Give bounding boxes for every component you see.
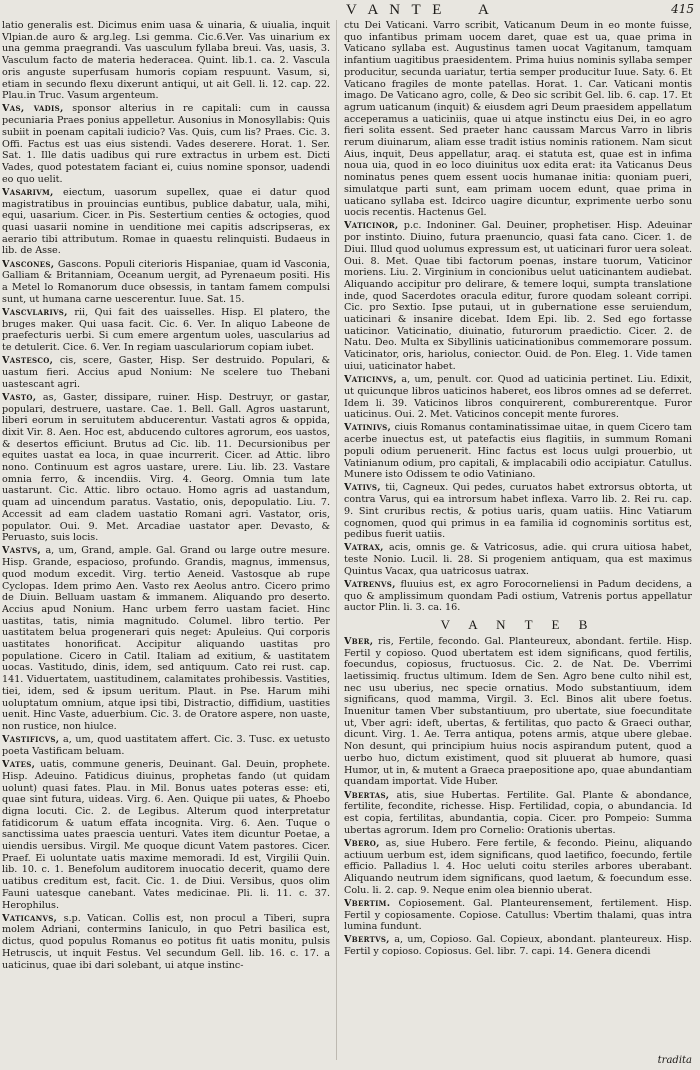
entry-text: as, siue Hubero. Fere fertile, & fecondo. Pieinu, aliquando actiuum uerbum est, idem significans, quod laetifico, foecundo, fertile efficio. Palladius l. 4. Hoc ueluti coitu steriles arbores uberabant. Aliquando neutrum idem significans, quod laetum, & foecundum esse. Colu. li. 2. cap. 9. Neque enim olea biennio uberat.: [344, 837, 692, 896]
dictionary-entry: [2, 103, 330, 185]
dictionary-entry: [344, 838, 692, 897]
header-right-word: A: [478, 2, 493, 18]
entry-headword: Vasto,: [2, 391, 37, 403]
entry-headword: Vastesco,: [2, 355, 54, 367]
entry-headword: Vas, vadis,: [2, 103, 64, 115]
entry-headword: Vaticinor,: [344, 220, 399, 232]
entry-headword: Vatrax,: [344, 542, 384, 554]
entry-text: a, um, penult. cor. Quod ad uaticinia pertinet. Liu. Edixit, ut quicunque libros uaticinos haberet, eos libros omnes ad se deferret. Idem li. 39. Vaticinos libros conquirerent, comburerentque. Furor uaticinus. Oui. 2. Met. Vaticinos concepit mente furores.: [344, 374, 692, 421]
entry-text: p.c. Indoniner. Gal. Deuiner, prophetiser. Hisp. Adeuinar por instinto. Diuino, futura praenuncio, quasi fata cano. Cicer. 1. de Diui. Illud quod uolumus expressum est, ut uaticinari furor uera soleat. Oui. 8. Met. Quae tibi factorum poenas, instare tuorum, Vaticinor moriens. Liu. 2. Virginium in concionibus uelut uaticinantem audiebat. Aliquando accipitur pro delirare, & temere loqui, sumpta translatione inde, quod Sacerdotes oracula editur, furore quodam soleant corripi. Cic. pro Sextio. Ipse putaui, ut in gubernatione esse seruiendum, uaticinari & insanire dicebat. Idem Epi. lib. 2. Sed ego fortasse uaticinor. Vaticinatio, diuinatio, futurorum praedictio. Cicer. 2. de Natu. Deo. Multa ex Sibyllinis uaticinationibus commemorare possum. Vaticinator, oris, hariolus, coniector. Ouid. de Pon. Eleg. 1. Vide tamen uiui, uaticinator habet.: [344, 220, 692, 372]
entry-text: ctu Dei Vaticani. Varro scribit, Vaticanum Deum in eo monte fuisse, quo infantibus primam uocem daret, quae est ua, quae prima in Vaticano syllaba est. Augustinus tamen uocat Vagitanum, tamquam infantium uagitibus praesidentem. Prima huius nominis syllaba semper producitur, secunda uariatur, tertia semper producitur Iuue. Saty. 6. Et Vaticano fragiles de monte patellas. Horat. 1. Car. Vaticani montis imago. De Vaticano agro, colle, & Deo sic scribit Gel. lib. 6. cap. 17. Et agrum uaticanum (inquit) & eiusdem agri Deum praesidem appellatum acceperamus a uaticiniis, quae ui atque instinctu eius Dei, in eo agro fieri solita essent. Sed praeter hanc caussam Marcus Varro in libris rerum diuinarum, aliam esse tradit istius nominis rationem. Nam sicut Aius, inquit, Deus appellatur, araq. ei statuta est, quae est in infima noua uia, quod in eo loco diuinitus uox edita erat: ita Vaticanus Deus nominatus penes quem essent uocis humanae initia: quoniam pueri, simulatque parti sunt, eam primam uocem edunt, quae prima in uaticano syllaba est. Idcirco uagire dicuntur, exprimente uerbo sonu uocis recentis. Hactenus Gel.: [344, 20, 692, 219]
entry-text: ris, Fertile, fecondo. Gal. Planteureux, abondant. fertile. Hisp. Fertil y copioso. Quod ubertatem est idem significans, quod fertilis, foecundus, copiosus, fructuosus. Cic. 2. de Nat. De. Vberrimi laetissimiq. fructus ultimum. Idem de Sen. Agro bene culto nihil est, nec usu uberius, nec specie ornatius. Modo substantiuum, idem significans, quod mamma, Virgil. 3. Ecl. Binos alit ubere foetus. Inuenitur tamen Vber substantiuum, pro ubertate, siue foecunditate ut, Vber agri: ideft, ubertas, & fertilitas, quo pacto & Graeci outhar, dicunt. Virg. 1. Ae. Terra antiqua, potens armis, atque ubere glebae. Non desunt, qui principium huius nocis aspirandum putent, quod a uerbo huo, dictum existiment, quod sit pluuerat ab humore, quasi Humor, ut in, & mutent a Graeca praepositione apo, quae abundantiam quandam importat. Vide Huber.: [344, 635, 692, 788]
entry-headword: Vasarivm,: [2, 186, 54, 198]
dictionary-entry: [344, 934, 692, 957]
entry-headword: Vastvs,: [2, 545, 42, 557]
entry-headword: Vaticinvs,: [344, 374, 398, 386]
dictionary-entry: [2, 759, 330, 911]
entry-text: a, um, Copioso. Gal. Copieux, abondant. planteureux. Hisp. Fertil y copioso. Copiosus. Gel. libr. 7. capi. 14. Genera dicendi: [344, 934, 692, 958]
dictionary-entry: [344, 579, 692, 614]
dictionary-entry: [2, 259, 330, 306]
entry-text: eiectum, uasorum supellex, quae ei datur quod magistratibus in prouincias euntibus, publice dabatur, uala, mihi, equi, uasarium. Cicer. in Pis. Sestertium centies & octogies, quod quasi uasarii nomine in uenditione mei capitis adscripseras, ex aerario tibi attributum. Romae in quaestu relinquisti. Budaeus in lib. de Asse.: [2, 186, 330, 257]
dictionary-entry: [2, 392, 330, 544]
entry-text: tii, Cagneux. Qui pedes, curuatos habet extrorsus obtorta, ut contra Varus, qui ea introrsum habet inflexa. Varro lib. 2. Rei ru. cap. 9. Sint cruribus rectis, & potius uaris, quam uatiis. Hinc Vatiarum cognomen, quod qui primus in ea familia id cognominis sortitus est, pedibus fuerit uatiis.: [344, 482, 692, 541]
entry-headword: Vber,: [344, 635, 374, 647]
dictionary-entry: [344, 20, 692, 219]
dictionary-entry: [344, 790, 692, 837]
dictionary-entry: [344, 422, 692, 481]
dictionary-entry: [2, 20, 330, 102]
entry-text: Copiosement. Gal. Planteurensement, fertilement. Hisp. Fertil y copiosamente. Copiose. Catullus: Vbertim thalami, quas intra lumina fundunt.: [344, 897, 692, 933]
entry-headword: Vatrenvs,: [344, 579, 396, 591]
dictionary-entry: [344, 898, 692, 933]
dictionary-entry: [2, 734, 330, 757]
entry-text: latio generalis est. Dicimus enim uasa & uinaria, & uiualia, inquit Vlpian.de auro & arg.leg. Lsi gemma. Cic.6.Ver. Vas uinarium ex una gemma praegrandi. Vas uasculum fyllaba breui. Vas, uasis, 3. Vasculum facto de materia hederacea. Quint. lib.1. ca. 2. Vascula oris anguste superfusam humoris copiam respuunt. Vasum, si, etiam in secundo flexu dixerunt antiqui, ut ait Gell. li. 12. cap. 22. Plau.in Truc. Vasum argenteum.: [2, 20, 330, 102]
dictionary-entry: [344, 542, 692, 577]
entry-text: a, um, Grand, ample. Gal. Grand ou large outre mesure. Hisp. Grande, espacioso, profundo. Grandis, magnus, immensus, quod modum excedit. Virg. tertio Aeneid. Vastosque ab rupe Cyclopas. Idem primo Aen. Vasto rex Aeolus antro. Cicero primo de Diuin. Belluam uastam & immanem. Aliquando pro deserto. Accius apud Nonium. Hanc urbem ferro uastam faciet. Hinc uastitas, tatis, nimia magnitudo. Columel. libro tertio. Per uastitatem belua progenerari quis neget: Apuleius. Qui corporis uastitates honorificat. Accipitur aliquando uastitas pro populatione. Cicero in Catil. Italiam ad exitium, & uastitatem uocas. Vastitudo, dinis, idem, sed antiquum. Cato rei rust. cap. 141. Viduertatem, uastitudinem, calamitates prohibessis. Vastities, tiei, idem, sed & ipsum ueritum. Plaut. in Pse. Harum mihi uoluptatum omnium, atque ipsi tibi, Distractio, diffidium, uastities uenit. Hinc Vaste, aduerbium. Cic. 3. de Oratore aspere, non uaste, non rustice, non hiulce.: [2, 545, 330, 732]
column-divider: [336, 20, 337, 1060]
entry-headword: Vbertim.: [344, 897, 391, 909]
running-header: [0, 2, 700, 18]
dictionary-entry: [2, 355, 330, 390]
entry-headword: Vates,: [2, 759, 36, 771]
entry-text: fluuius est, ex agro Forocorneliensi in Padum decidens, a quo & amplissimum quondam Padi ostium, Vatrenis portus appellatur auctor Plin. li. 3. ca. 16.: [344, 579, 692, 614]
entry-text: uatis, commune generis, Deuinant. Gal. Deuin, prophete. Hisp. Adeuino. Fatidicus diuinus, prophetas fando (ut quidam uolunt) quasi fates. Plau. in Mil. Bonus uates poteras esse: eti, quae sint futura, uideas. Virg. 6. Aen. Quique pii uates, & Phoebo digna locuti. Cic. 2. de Legibus. Alterum quod interpretatur fatidicorum & uatum effata incognita. Virg. 6. Aen. Tuque o sanctissima uates praescia uenturi. Vates item dicuntur Poetae, a uiendis uersibus. Virgil. Me quoque dicunt Vatem pastores. Cicer. Praef. Ei uoluntate uatis maxime memoradi. Id est, Virgilii Quin. lib. 10. c. 1. Benefolum auditorem inuocatio decerit, quamo dere uatibus creditum est, facit. Cic. 1. de Diui. Versibus, quos olim Fauni uatesque canebant. Vates medicinae. Pli. li. 11. c. 37. Herophilus.: [2, 759, 330, 911]
dictionary-entry: [2, 545, 330, 732]
section-heading: V A N T E B: [440, 617, 596, 633]
entry-headword: Vbero,: [344, 837, 380, 849]
catchword: tradita: [657, 1055, 692, 1066]
dictionary-entry: [2, 913, 330, 972]
dictionary-entry: [344, 220, 692, 372]
entry-headword: Vaticanvs,: [2, 912, 58, 924]
entry-headword: Vastificvs,: [2, 734, 60, 746]
entry-text: ciuis Romanus contaminatissimae uitae, in quem Cicero tam acerbe inuectus est, ut patefactis eius flagitiis, in summum Romani populi odium peruenerit. Hinc factus est locus uulgi prouerbio, ut Vatinianum odium, pro capitali, & implacabili odio accipiatur. Catullus. Munere isto Odissem te odio Vatiniano.: [344, 422, 692, 481]
entry-headword: Vatinivs,: [344, 422, 392, 434]
entry-headword: Vbertas,: [344, 789, 390, 801]
entry-text: rii, Qui fait des uaisselles. Hisp. El platero, the bruges maker. Qui uasa facit. Cic. 6. Ver. In aliquo Labeone de praefecturis uerbi. Si cum emere argentum uoles, uascularius ad te detulerit. Cice. 6. Ver. In regiam uasculariorum copiam iubet.: [2, 306, 330, 353]
entry-headword: Vascvlarivs,: [2, 306, 68, 318]
page-number: 415: [671, 2, 694, 16]
entry-text: sponsor alterius in re capitali: cum in caussa pecuniaria Praes ponius appelletur. Ausonius in Monosyllabis: Quis subiit in poenam capitali iudicio? Vas. Quis, cum lis? Praes. Cic. 3. Offi. Factus est uas eius sistendi. Vades deserere. Horat. 1. Ser. Sat. 1. Ille datis uadibus qui rure extractus in urbem est. Dicti Vades, quod potestatem faciant ei, cuius nomine sponsor, uadendi eo quo uelit.: [2, 103, 330, 185]
entry-headword: Vativs,: [344, 482, 381, 494]
entry-text: s.p. Vatican. Collis est, non procul a Tiberi, supra molem Adriani, contermins Ianiculo, in quo Petri basilica est, dictus, quod populus Romanus eo potitus fit uatis monitu, pulsis Hetruscis, ut inquit Festus. Vel secundum Gell. lib. 16. c. 17. a uaticinus, quae ibi dari solebant, ui atque instinc-: [2, 912, 330, 971]
dictionary-entry: [344, 636, 692, 788]
entry-text: atis, siue Hubertas. Fertilite. Gal. Plante & abondance, fertilite, fecondite, richesse. Hisp. Fertilidad, copia, o abundancia. Id est copia, fertilitas, abundantia, copia. Cicer. pro Pompeio: Summa ubertas agrorum. Idem pro Cornelio: Orationis ubertas.: [344, 789, 692, 836]
left-column: [2, 20, 330, 1060]
entry-text: Gascons. Populi citerioris Hispaniae, quam id Vasconia, Galliam & Britanniam, Oceanum uergit, ad Pyrenaeum positi. His a Metel lo Romanorum duce obsessis, in tantam famem compulsi sunt, ut humana carne uescerentur. Iuue. Sat. 15.: [2, 258, 330, 305]
dictionary-entry: [344, 482, 692, 541]
right-column: [344, 20, 692, 1060]
entry-text: a, um, quod uastitatem affert. Cic. 3. Tusc. ex uetusto poeta Vastificam beluam.: [2, 734, 330, 757]
dictionary-entry: [344, 374, 692, 421]
entry-text: cis, scere, Gaster, Hisp. Ser destruido. Populari, & uastum fieri. Accius apud Nonium: Ne scelere tuo Thebani uastescant agri.: [2, 355, 330, 390]
dictionary-entry: [2, 187, 330, 257]
entry-text: acis, omnis ge. & Vatricosus, adie. qui crura uitiosa habet, teste Nonio. Lucil. li. 28. Si progeniem antiquam, qua est maximus Quintus Vacax, qua uatricosus uatrax.: [344, 542, 692, 577]
entry-headword: Vascones,: [2, 258, 55, 270]
entry-text: as, Gaster, dissipare, ruiner. Hisp. Destruyr, or gastar, populari, destruere, uastare. Cae. 1. Bell. Gall. Agros uastarunt, liberi eorum in seruitutem abducerentur. Vastati agros & oppida, dixit Vir. 8. Aen. Hoc est, abducendo cultores agrorum, eos uastos, & desertos efficiunt. Brutus ad Cic. lib. 11. Decursionibus per equites uastat ea loca, in quae incurrerit. Cicer. ad Attic. libro nono. Continuum est agros uastare, urere. Liu. lib. 23. Vastare omnia ferro, & incendiis. Virg. 4. Georg. Omnia tum late uastarunt. Cic. Attic. libro octauo. Homo agris ad uastandum, quam ad uincendum paratus. Vastatio, onis, depopulatio. Liu. 7. Accessit ad eam cladem uastatio Romani agri. Vastator, oris, populator. Oui. 9. Met. Arcadiae uastator aper. Devasto, & Peruasto, suis locis.: [2, 391, 330, 544]
entry-headword: Vbertvs,: [344, 934, 390, 946]
header-left-word: V A N T E: [346, 2, 446, 18]
dictionary-entry: [2, 307, 330, 354]
